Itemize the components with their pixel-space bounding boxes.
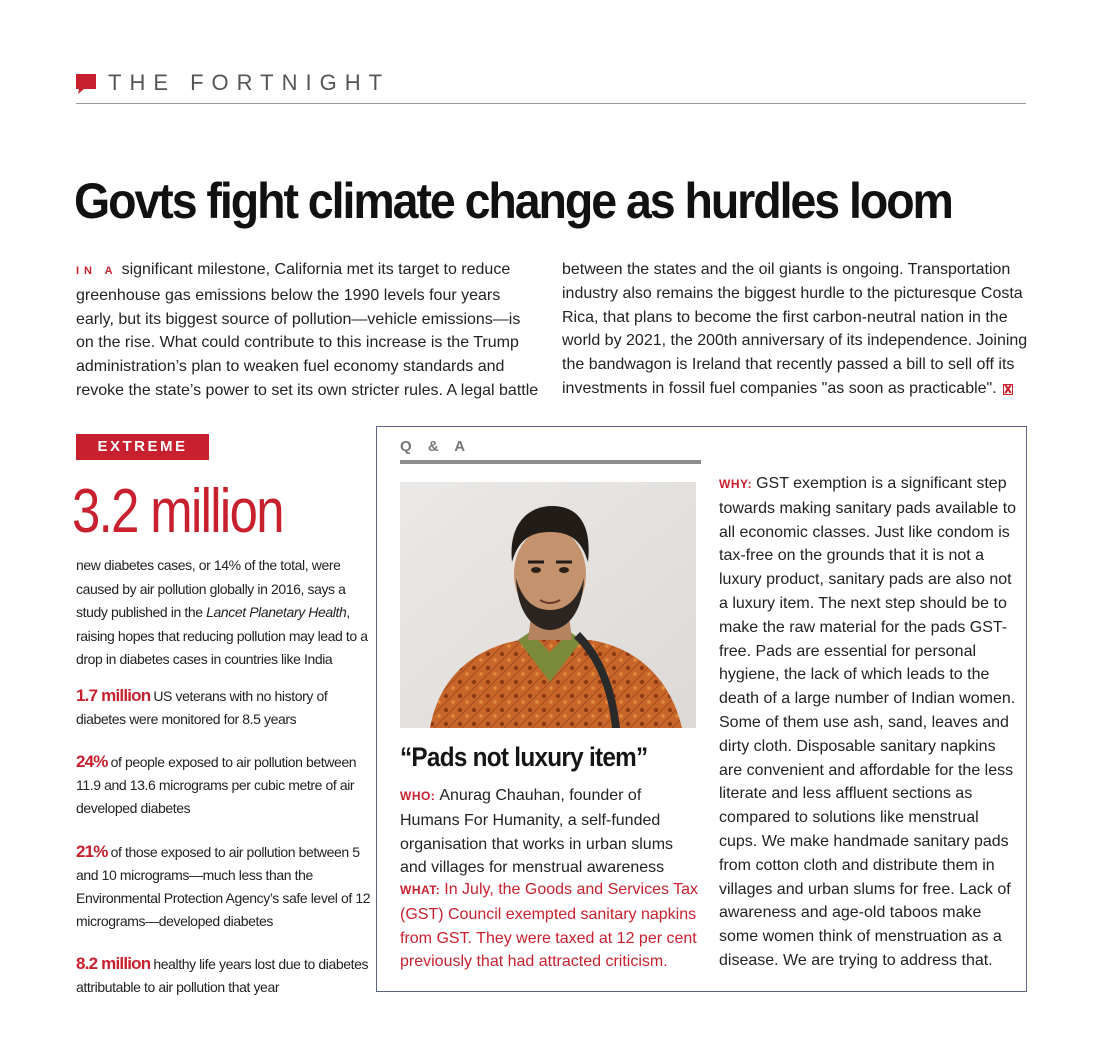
- stat-item: [76, 750, 376, 820]
- stat-text: of people exposed to air pollution between 11.9 and 13.6 micrograms per cubic metre of air developed diabetes: [76, 754, 357, 816]
- who-key: WHO:: [400, 789, 436, 803]
- extreme-badge: EXTREME: [76, 434, 209, 460]
- big-stat-desc-text-end: , raising hopes that reducing pollution may lead to a drop in diabetes cases in countries like India: [76, 604, 368, 667]
- big-stat-number: 3.2 million: [72, 477, 283, 546]
- stat-text: US veterans with no history of diabetes were monitored for 8.5 years: [76, 688, 328, 727]
- qa-why: [719, 472, 1019, 973]
- intro-text-2: between the states and the oil giants is ongoing. Transportation industry also remains the biggest hurdle to the picturesque Costa Rica, that plans to become the first carbon-neutral nation in the world by 2021, the 200th anniversary of its independence. Joining the bandwagon is Ireland that recently passed a bill to sell off its investments in fossil fuel companies "as soon as practicable".: [562, 261, 1028, 397]
- intro-column-1: [76, 258, 542, 403]
- qa-who: [400, 784, 700, 880]
- portrait-illustration: [400, 482, 696, 728]
- why-text: GST exemption is a significant step towards making sanitary pads available to all economic classes. Just like condom is tax-free on the grounds that it is not a luxury product, sanitary pads are also not a luxury item. The next step should be to make the raw material for the pads GST-free. Pads are essential for personal hygiene, the lack of which leads to the death of a large number of Indian women. Some of them use ash, sand, leaves and dirty cloth. Disposable sanitary napkins are convenient and affordable for the less literate and less affluent sections as compared to solutions like menstrual cups. We make handmade sanitary pads from cotton cloth and distribute them in villages and urban slums for free. Lack of awareness and age-old taboos make some women think of menstruation as a disease. We are trying to address that.: [719, 475, 1017, 969]
- journal-name: Lancet Planetary Health: [206, 604, 347, 620]
- what-text: In July, the Goods and Services Tax (GST) Council exempted sanitary napkins from GST. They were taxed at 12 per cent previously that had attracted criticism.: [400, 881, 699, 971]
- big-stat-desc-text: new diabetes cases, or 14% of the total, were caused by air pollution globally in 2016, says a study published in the: [76, 557, 346, 620]
- speech-bubble-icon: [76, 74, 96, 94]
- portrait-photo: [400, 482, 696, 728]
- stat-item: [76, 684, 376, 731]
- big-stat-description: [76, 554, 376, 672]
- end-mark-icon: [1003, 384, 1013, 395]
- stat-item: [76, 952, 376, 999]
- intro-text-1: significant milestone, California met its target to reduce greenhouse gas emissions below the 1990 levels four years early, but its biggest source of pollution—vehicle emissions—is on the rise. What could contribute to this increase is the Trump administration’s plan to weaken fuel economy standards and revoke the state’s power to set its own stricter rules. A legal battle: [76, 261, 539, 399]
- stat-item: [76, 840, 376, 933]
- qa-divider: [400, 460, 701, 464]
- headline: Govts fight climate change as hurdles loom: [74, 173, 952, 229]
- qa-what: [400, 878, 700, 974]
- stat-text: of those exposed to air pollution between 5 and 10 micrograms—much less than the Environmental Protection Agency’s safe level of 12 micrograms—developed diabetes: [76, 844, 371, 929]
- stat-number: 21%: [76, 842, 108, 861]
- stat-number: 1.7 million: [76, 686, 151, 705]
- qa-heading: “Pads not luxury item”: [400, 742, 648, 772]
- why-key: WHY:: [719, 477, 753, 491]
- stat-text: healthy life years lost due to diabetes attributable to air pollution that year: [76, 956, 369, 995]
- qa-label: Q & A: [400, 438, 472, 455]
- stat-number: 24%: [76, 752, 108, 771]
- what-key: WHAT:: [400, 883, 441, 897]
- who-text: Anurag Chauhan, founder of Humans For Humanity, a self-funded organisation that works in urban slums and villages for menstrual awareness: [400, 787, 674, 877]
- intro-dropcap: IN A: [76, 265, 118, 277]
- intro-column-2: [562, 258, 1028, 401]
- section-header: [76, 70, 1026, 104]
- stat-number: 8.2 million: [76, 954, 151, 973]
- section-title: THE FORTNIGHT: [108, 70, 391, 95]
